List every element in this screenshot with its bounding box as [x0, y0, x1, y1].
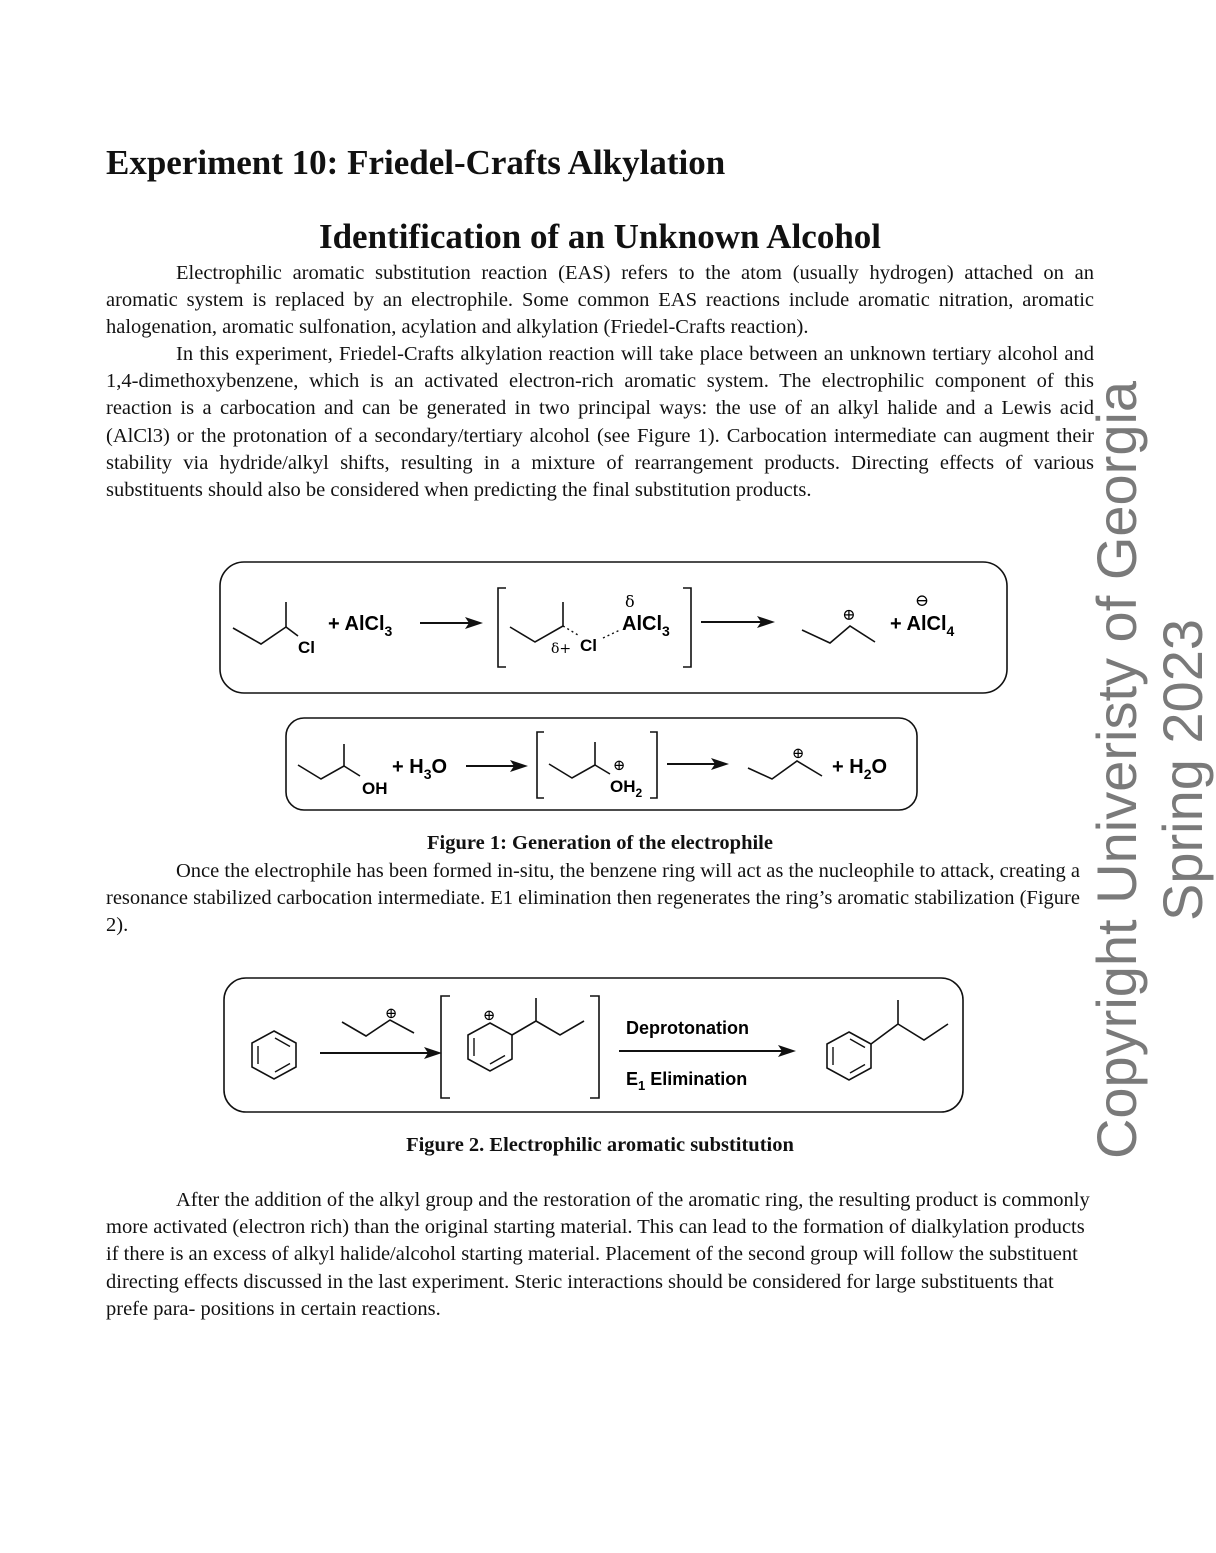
paragraph-electrophile-text: Once the electrophile has been formed in-situ, the benzene ring will act as the nucleophile to attack, creating a resonance stabilized carbocation intermediate. E1 elimination then regenerates the ring’s aromatic stabilization (Figure 2).: [106, 860, 1080, 937]
right-bracket: [590, 996, 599, 1098]
chlorine-label: Cl: [298, 638, 315, 657]
positive-charge-icon: ⊕: [612, 758, 626, 774]
positive-charge-icon: ⊕: [791, 746, 805, 762]
water-product-label: + $H_2O$: [832, 756, 888, 782]
positive-charge-icon: ⊕: [842, 607, 856, 624]
alcl4-anion-label: + AlCl$_4$: [890, 613, 955, 639]
hydronium-reagent-label: + $H_3O$: [392, 756, 448, 782]
document-title: Experiment 10: Friedel-Crafts Alkylation: [106, 143, 726, 182]
paragraph-experiment-text: In this experiment, Friedel-Crafts alkylation reaction will take place between an unknown tertiary alcohol and 1,4-dimethoxybenzene, which is an activated electron-rich aromatic system. The electrophilic component of this reaction is a carbocation and can be generated in two principal ways: the use of an alkyl halide and a Lewis acid (AlCl3) or the protonation of a secondary/tertiary alcohol (see Figure 1). Carbocation intermediate can augment their stability via hydride/alkyl shifts, resulting in a mixture of rearrangement products. Directing effects of various substituents should also be considered when predicting the final substitution products.: [106, 343, 1094, 502]
left-bracket: [498, 588, 506, 667]
delta-minus-label: δ: [625, 592, 635, 611]
positive-charge-icon: ⊕: [384, 1006, 398, 1022]
scheme-frame: [224, 978, 963, 1112]
figure1-alkyl-halide-scheme: [218, 560, 1010, 696]
paragraph-electrophile: [106, 858, 1094, 940]
right-bracket: [650, 732, 657, 798]
paragraph-intro: [106, 260, 1094, 342]
oxonium-skeleton: [549, 742, 595, 778]
document-subtitle: Identification of an Unknown Alcohol: [318, 217, 882, 256]
complex-alcl3-label: AlCl$_3$: [622, 613, 670, 639]
alcl3-reagent-label: + AlCl$_3$: [328, 613, 393, 639]
oxonium-label: $OH_2$: [610, 777, 643, 800]
right-bracket: [683, 588, 691, 667]
e1-elimination-label: $E_1$ Elimination: [626, 1069, 748, 1093]
alkyl-chain: [536, 1021, 584, 1035]
watermark-line-2: Spring 2023: [1151, 619, 1214, 922]
product-alkyl-chain: [898, 1024, 948, 1040]
figure1-alcohol-scheme: [284, 716, 920, 814]
paragraph-dialkylation: [106, 1187, 1094, 1323]
figure2-eas-scheme: [222, 976, 966, 1116]
left-bracket: [441, 996, 450, 1098]
paragraph-dialkylation-text: After the addition of the alkyl group and the restoration of the aromatic ring, the resulting product is commonly more activated (electron rich) than the original starting material. This can lead to the formation of dialkylation products if there is an excess of alkyl halide/alcohol starting material. Placement of the second group will follow the substituent directing effects discussed in the last experiment. Steric interactions should be considered for large substituents that prefe para- positions in certain reactions.: [106, 1189, 1090, 1320]
watermark-line-1: Copyright Univeristy of Georgia: [1085, 380, 1148, 1160]
delta-plus-label: δ+: [551, 641, 572, 657]
complex-skeleton: [510, 602, 563, 642]
left-bracket: [537, 732, 544, 798]
carbocation-skeleton: [342, 1020, 414, 1036]
copyright-watermark: [1084, 381, 1216, 1159]
figure1-caption: Figure 1: Generation of the electrophile: [427, 832, 773, 854]
butanol-skeleton: [298, 744, 344, 779]
chlorobutane-skeleton: [233, 602, 286, 644]
carbocation-skeleton: [748, 761, 822, 779]
hydroxyl-label: OH: [362, 779, 388, 798]
deprotonation-label: Deprotonation: [626, 1018, 749, 1038]
paragraph-intro-text: Electrophilic aromatic substitution reaction (EAS) refers to the atom (usually hydrogen) attached on an aromatic system is replaced by an electrophile. Some common EAS reactions include aromatic nitration, aromatic halogenation, aromatic sulfonation, acylation and alkylation (Friedel-Crafts reaction).: [106, 262, 1094, 339]
complex-chlorine-label: Cl: [580, 636, 597, 655]
paragraph-experiment: [106, 341, 1094, 504]
carbocation-skeleton: [802, 626, 875, 643]
figure2-caption: Figure 2. Electrophilic aromatic substitution: [406, 1134, 794, 1156]
positive-charge-icon: ⊕: [482, 1008, 496, 1024]
negative-charge-icon: ⊖: [914, 591, 930, 610]
